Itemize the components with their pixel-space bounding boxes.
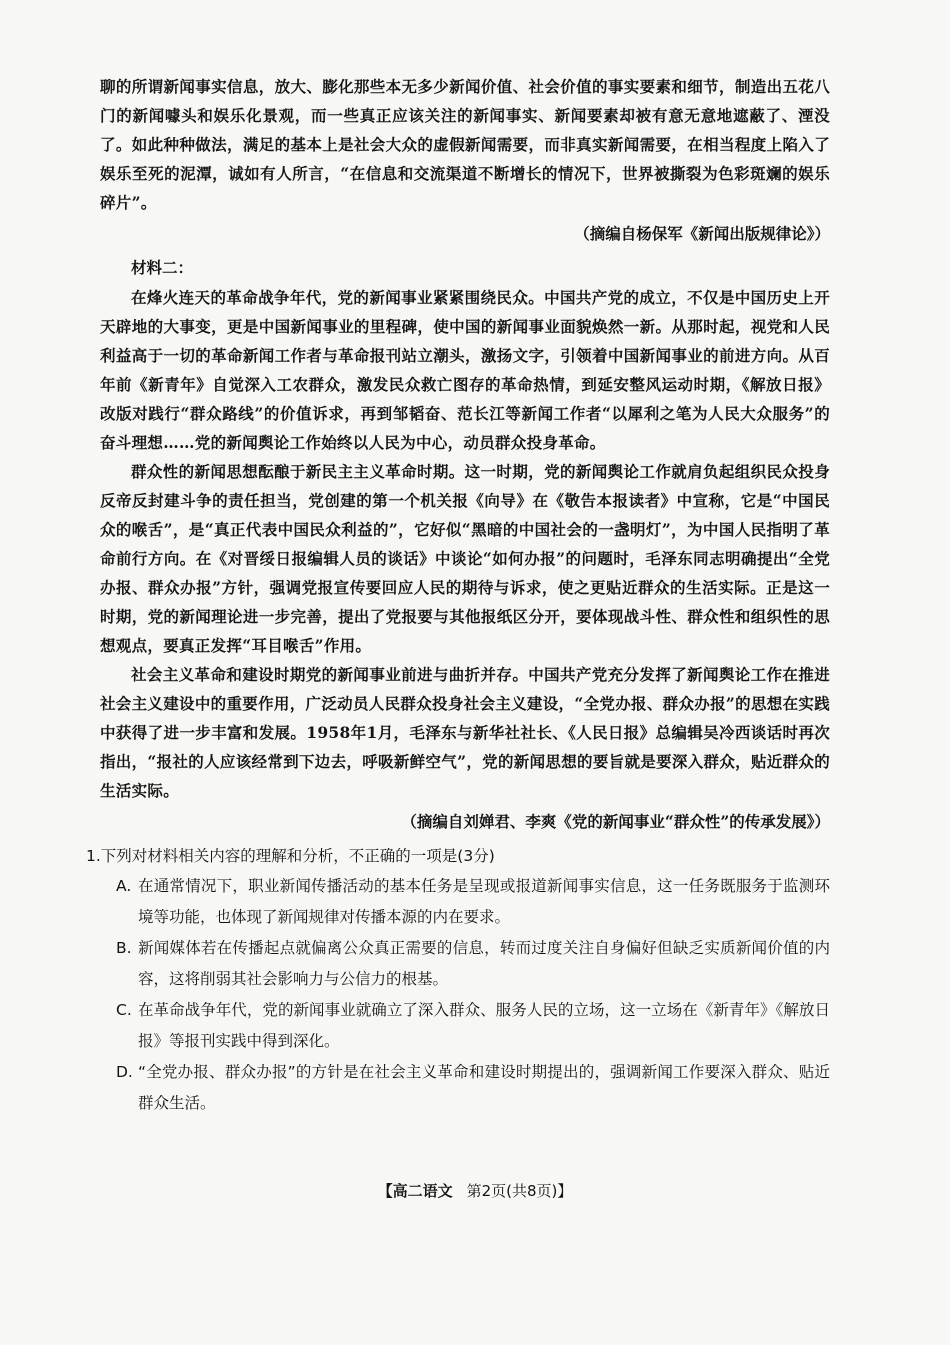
- option-letter: B.: [116, 939, 132, 957]
- footer-title: 【高二语文: [377, 1182, 453, 1200]
- option-text: “全党办报、群众办报”的方针是在社会主义革命和建设时期提出的，强调新闻工作要深入群众、贴近群众生活。: [138, 1063, 830, 1112]
- option-text: 新闻媒体若在传播起点就偏离公众真正需要的信息，转而过度关注自身偏好但缺乏实质新闻价值的内容，这将削弱其社会影响力与公信力的根基。: [138, 939, 830, 988]
- option-letter: D.: [116, 1063, 133, 1081]
- page-footer: [0, 1180, 950, 1201]
- material2-paragraph-1: 在烽火连天的革命战争年代，党的新闻事业紧紧围绕民众。中国共产党的成立，不仅是中国历史上开天辟地的大事变，更是中国新闻事业的里程碑，使中国的新闻事业面貌焕然一新。从那时起，视党和人民利益高于一切的革命新闻工作者与革命报刊站立潮头，激扬文字，引领着中国新闻事业的前进方向。从百年前《新青年》自觉深入工农群众，激发民众救亡图存的革命热情，到延安整风运动时期，《解放日报》改版对践行“群众路线”的价值诉求，再到邹韬奋、范长江等新闻工作者“以犀利之笔为人民大众服务”的奋斗理想……党的新闻舆论工作始终以人民为中心，动员群众投身革命。: [100, 288, 830, 452]
- question-1-option-d: [86, 1057, 830, 1119]
- material2-paragraph-3: 社会主义革命和建设时期党的新闻事业前进与曲折并存。中国共产党充分发挥了新闻舆论工作在推进社会主义建设中的重要作用，广泛动员人民群众投身社会主义建设，“全党办报、群众办报”的思想在实践中获得了进一步丰富和发展。1958年1月，毛泽东与新华社社长、《人民日报》总编辑吴冷西谈话时再次指出，“报社的人应该经常到下边去，呼吸新鲜空气”，党的新闻思想的要旨就是要深入群众，贴近群众的生活实际。: [100, 665, 830, 800]
- question-1-option-a: [86, 871, 830, 933]
- question-1-option-b: [86, 933, 830, 995]
- material1-source: （摘编自杨保军《新闻出版规律论》）: [574, 224, 830, 243]
- option-letter: A.: [116, 877, 132, 895]
- option-text: 在革命战争年代，党的新闻事业就确立了深入群众、服务人民的立场，这一立场在《新青年》《解放日报》等报刊实践中得到深化。: [138, 1001, 830, 1050]
- material2-paragraph-2: 群众性的新闻思想酝酿于新民主主义革命时期。这一时期，党的新闻舆论工作就肩负起组织民众投身反帝反封建斗争的责任担当，党创建的第一个机关报《向导》在《敬告本报读者》中宣称，它是“中国民众的喉舌”，是“真正代表中国民众利益的”，它好似“黑暗的中国社会的一盏明灯”，为中国人民指明了革命前行方向。在《对晋绥日报编辑人员的谈话》中谈论“如何办报”的问题时，毛泽东同志明确提出“全党办报、群众办报”方针，强调党报宣传要回应人民的期待与诉求，使之更贴近群众的生活实际。正是这一时期，党的新闻理论进一步完善，提出了党报要与其他报纸区分开，要体现战斗性、群众性和组织性的思想观点，要真正发挥“耳目喉舌”作用。: [100, 462, 830, 655]
- question-1-option-c: [86, 995, 830, 1057]
- question-1-stem: 1.下列对材料相关内容的理解和分析，不正确的一项是(3分): [86, 847, 495, 865]
- option-letter: C.: [116, 1001, 132, 1019]
- option-text: 在通常情况下，职业新闻传播活动的基本任务是呈现或报道新闻事实信息，这一任务既服务于监测环境等功能，也体现了新闻规律对传播本源的内在要求。: [138, 877, 830, 926]
- material2-heading: 材料二：: [131, 258, 194, 277]
- footer-page-number: 第2页(共8页)】: [466, 1182, 573, 1200]
- material2-source: （摘编自刘婵君、李爽《党的新闻事业“群众性”的传承发展》）: [401, 812, 830, 831]
- material1-paragraph-tail: 聊的所谓新闻事实信息，放大、膨化那些本无多少新闻价值、社会价值的事实要素和细节，制造出五花八门的新闻噱头和娱乐化景观，而一些真正应该关注的新闻事实、新闻要素却被有意无意地遮蔽了、湮没了。如此种种做法，满足的基本上是社会大众的虚假新闻需要，而非真实新闻需要，在相当程度上陷入了娱乐至死的泥潭，诚如有人所言，“在信息和交流渠道不断增长的情况下，世界被撕裂为色彩斑斓的娱乐碎片”。: [100, 77, 830, 212]
- exam-page: [86, 72, 830, 1119]
